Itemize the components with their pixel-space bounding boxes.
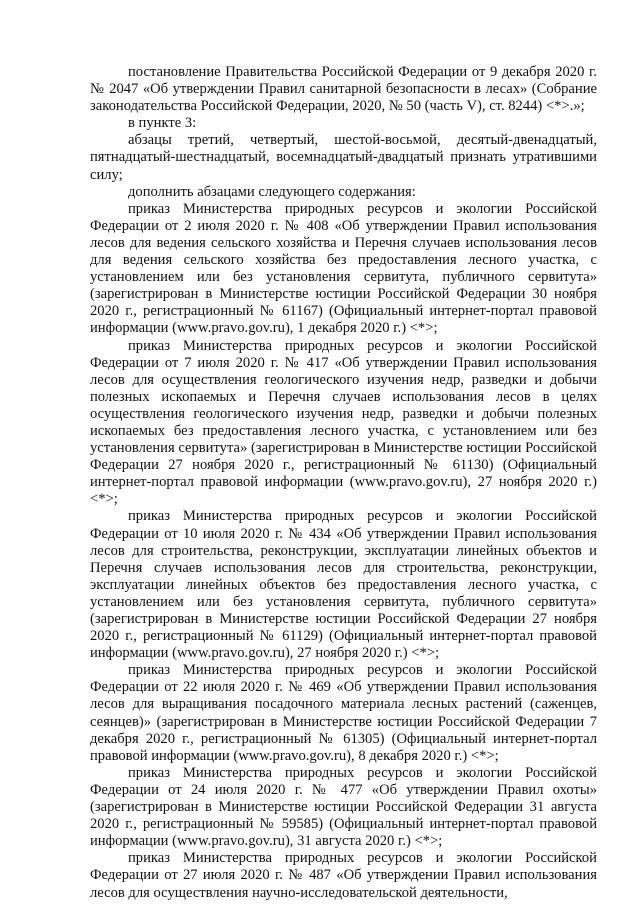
paragraph-order-408: приказ Министерства природных ресурсов и экологии Российской Федерации от 2 июля 2020 г. № 408 «Об утверждении Правил использования лесов для ведения сельского хозяйства и Перечня случаев использования лесов для ведения сельского хозяйства без предоставления лесного участка, с установлением или без установления сервитута, публичного сервитута» (зарегистрирован в Министерстве юстиции Российской Федерации 30 ноября 2020 г., регистрационный № 61167) (Официальный интернет-портал правовой информации (www.pravo.gov.ru), 1 декабря 2020 г.) <*>; [90, 200, 597, 337]
paragraph-item-3-intro: в пункте 3: [128, 115, 197, 132]
paragraph-order-477: приказ Министерства природных ресурсов и экологии Российской Федерации от 24 июля 2020 г. № 477 «Об утверждении Правил охоты» (зарегистрирован в Министерстве юстиции Российской Федерации 31 августа 2020 г., регистрационный № 59585) (Официальный интернет-портал правовой информации (www.pravo.gov.ru), 31 августа 2020 г.) <*>; [90, 764, 597, 850]
paragraph-order-469: приказ Министерства природных ресурсов и экологии Российской Федерации от 22 июля 2020 г. № 469 «Об утверждении Правил использования лесов для выращивания посадочного материала лесных растений (саженцев, сеянцев)» (зарегистрирован в Министерстве юстиции Российской Федерации 7 декабря 2020 г., регистрационный № 61305) (Официальный интернет-портал правовой информации (www.pravo.gov.ru), 8 декабря 2020 г.) <*>; [90, 662, 597, 764]
paragraph-order-487: приказ Министерства природных ресурсов и экологии Российской Федерации от 27 июля 2020 г. № 487 «Об утверждении Правил использования лесов для осуществления научно-исследовательской деятельности, [90, 850, 597, 901]
paragraph-order-434: приказ Министерства природных ресурсов и экологии Российской Федерации от 10 июля 2020 г. № 434 «Об утверждении Правил использования лесов для строительства, реконструкции, эксплуатации линейных объектов и Перечня случаев использования лесов для строительства, реконструкции, эксплуатации линейных объектов без предоставления лесного участка, с установлением или без установления сервитута, публичного сервитута» (зарегистрирован в Министерстве юстиции Российской Федерации 27 ноября 2020 г., регистрационный № 61129) (Официальный интернет-портал правовой информации (www.pravo.gov.ru), 27 ноября 2020 г.) <*>; [90, 508, 597, 662]
paragraph-repealed-subparagraphs: абзацы третий, четвертый, шестой-восьмой, десятый-двенадцатый, пятнадцатый-шестнадцатый, восемнадцатый-двадцатый признать утратившими силу; [90, 132, 597, 183]
paragraph-government-decree-2047: постановление Правительства Российской Федерации от 9 декабря 2020 г. № 2047 «Об утверждении Правил санитарной безопасности в лесах» (Собрание законодательства Российской Федерации, 2020, № 50 (часть V), ст. 8244) <*>.»; [90, 64, 597, 115]
document-page [90, 64, 597, 902]
paragraph-add-subparagraphs: дополнить абзацами следующего содержания: [128, 183, 416, 200]
paragraph-order-417: приказ Министерства природных ресурсов и экологии Российской Федерации от 7 июля 2020 г. № 417 «Об утверждении Правил использования лесов для осуществления геологического изучения недр, разведки и добычи полезных ископаемых и Перечня случаев использования лесов в целях осуществления геологического изучения недр, разведки и добычи полезных ископаемых без предоставления лесного участка, с установлением или без установления сервитута» (зарегистрирован в Министерстве юстиции Российской Федерации 27 ноября 2020 г., регистрационный № 61130) (Официальный интернет-портал правовой информации (www.pravo.gov.ru), 27 ноября 2020 г.) <*>; [90, 337, 597, 508]
